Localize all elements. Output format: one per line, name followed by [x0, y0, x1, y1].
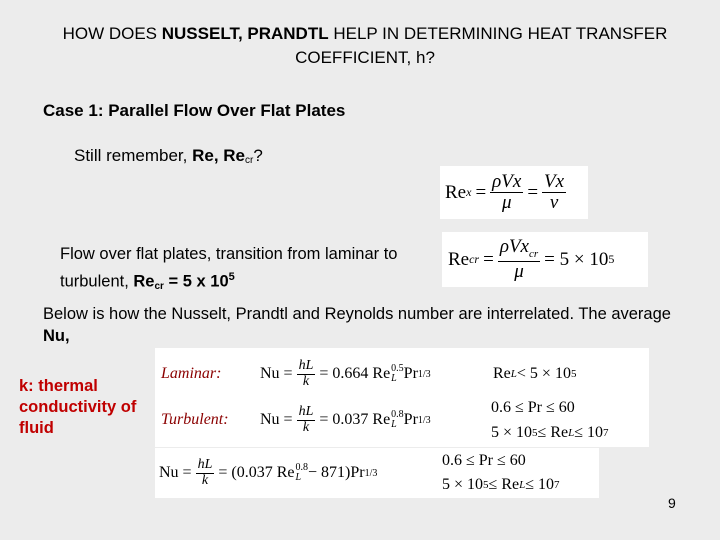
fraction: $\frac{\text{ρVx}}{\mu}$ [492, 171, 522, 213]
turbulent-condition-reynolds: 5 × 10 5 ≤ Re L ≤ 10 7 [491, 424, 609, 441]
reynolds-x-equation: Re x = $\frac{\text{ρVx}}{\mu}$ = $\frac{Vx}{v}$ [440, 166, 588, 219]
fraction: $\frac{\rho Vx_{cr}}{\mu}$ [499, 236, 539, 282]
fraction: $\frac{hL}{k}$ [298, 403, 314, 435]
turbulent-label: Turbulent: [161, 411, 229, 428]
mixed-equation: Nu = $\frac{hL}{k}$ = (0.037 Re 0.8 L − 871)Pr 1/3 [159, 456, 378, 488]
laminar-equation: Nu = $\frac{hL}{k}$ = 0.664 Re 0.5 L Pr 1/3 [260, 357, 431, 389]
fraction: $\frac{hL}{k}$ [197, 456, 213, 488]
turbulent-condition-prandtl: 0.6 ≤ Pr ≤ 60 [491, 399, 575, 416]
thermal-conductivity-note: k: thermal conductivity of fluid [19, 377, 137, 437]
page-number: 9 [668, 495, 676, 511]
nusselt-correlations [155, 348, 649, 447]
reynolds-critical-equation: Re cr = $\frac{\rho Vx_{cr}}{\mu}$ = 5 × 10 5 [442, 232, 648, 287]
interrelation-text: Below is how the Nusselt, Prandtl and Reynolds number are interrelated. The average Nu, [43, 305, 671, 345]
mixed-condition-reynolds: 5 × 10 5 ≤ Re L ≤ 10 7 [442, 476, 560, 493]
mixed-flow-equation [155, 448, 599, 498]
turbulent-equation: Nu = $\frac{hL}{k}$ = 0.037 Re 0.8 L Pr 1/3 [260, 403, 431, 435]
still-remember-text: Still remember, Re, $Re_{cr}$? [74, 146, 263, 166]
case-heading: Case 1: Parallel Flow Over Flat Plates [43, 101, 346, 120]
slide-title: HOW DOES NUSSELT, PRANDTL HELP IN DETERMINING HEAT TRANSFER COEFFICIENT, h? [62, 24, 668, 67]
fraction: $\frac{Vx}{v}$ [544, 171, 565, 213]
fraction: $\frac{hL}{k}$ [298, 357, 314, 389]
laminar-label: Laminar: [161, 365, 222, 382]
flow-transition-text: Flow over flat plates, transition from laminar to turbulent, $Re_{cr} = 5$ x $10^5$ [60, 245, 398, 292]
laminar-condition: Re L < 5 × 10 5 [493, 365, 577, 382]
mixed-condition-prandtl: 0.6 ≤ Pr ≤ 60 [442, 452, 526, 469]
